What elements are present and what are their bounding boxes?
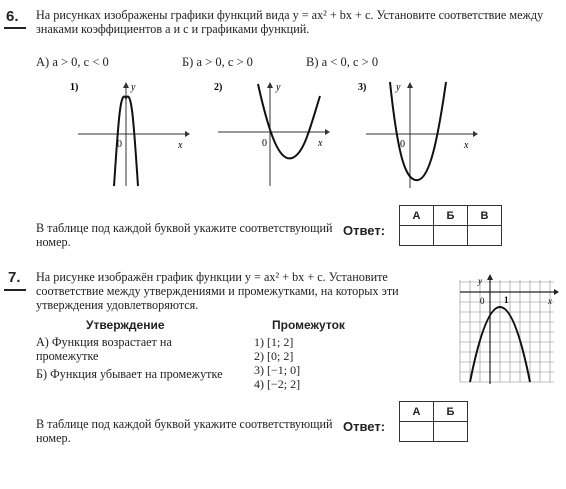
- answer-header-a: А: [400, 206, 434, 226]
- task7-text: На рисунке изображён график функции y = ax² + bx + c. Установите соответствие между утверждениями и промежутками, на которых эти утверждения удовлетворяются.: [36, 270, 399, 312]
- answer-cell-b[interactable]: [434, 226, 468, 246]
- x-axis-arrow: [185, 131, 190, 137]
- graph-2-label: 2): [214, 82, 223, 93]
- task6-graph-3: [358, 78, 478, 190]
- x-axis-arrow: [325, 129, 330, 135]
- x-axis-label: x: [548, 296, 552, 306]
- task7-table-instruction: В таблице под каждой буквой укажите соответствующий номер.: [36, 417, 333, 445]
- answer-cell-a[interactable]: [400, 226, 434, 246]
- parabola-curve: [258, 84, 320, 158]
- y-axis-label: y: [276, 82, 281, 93]
- task6-number: 6.: [6, 8, 19, 25]
- task6-option-b: Б) a > 0, c > 0: [182, 55, 253, 69]
- x-axis-label: x: [178, 140, 183, 151]
- task6-answer-table: [399, 205, 502, 246]
- answer-cell-a[interactable]: [400, 422, 434, 442]
- y-axis-arrow: [487, 274, 493, 280]
- task6-option-c: В) a < 0, c > 0: [306, 55, 379, 69]
- origin-label: 0: [262, 138, 267, 149]
- task7-graph: [456, 274, 560, 386]
- answer-header-c: В: [468, 206, 502, 226]
- task7-interval-2: 2) [0; 2]: [254, 349, 294, 363]
- task7-interval-3: 3) [−1; 0]: [254, 363, 301, 377]
- answer-cell-c[interactable]: [468, 226, 502, 246]
- answer-header-a: А: [400, 402, 434, 422]
- answer-header-b: Б: [434, 402, 468, 422]
- task6-number-underline: [4, 27, 26, 29]
- origin-label: 0: [480, 296, 485, 306]
- task7-answer-label: Ответ:: [343, 419, 386, 434]
- x-axis-label: x: [318, 138, 323, 149]
- task7-statement-header: Утверждение: [86, 318, 165, 332]
- y-axis-arrow: [267, 82, 273, 88]
- task6-table-instruction: В таблице под каждой буквой укажите соответствующий номер.: [36, 221, 333, 249]
- task7-interval-4: 4) [−2; 2]: [254, 377, 301, 391]
- graph-1-label: 1): [70, 82, 79, 93]
- y-axis-label: y: [396, 82, 401, 93]
- origin-label: 0: [400, 139, 405, 150]
- task6-answer-label: Ответ:: [343, 223, 386, 238]
- x-axis-arrow: [554, 289, 559, 295]
- x-axis-label: x: [464, 140, 469, 151]
- task6-text: На рисунках изображены графики функций вида y = ax² + bx + c. Установите соответствие между знаками коэффициентов a и c и графиками функций.: [36, 8, 544, 36]
- task7-statement-a: А) Функция возрастает на промежутке: [36, 335, 172, 363]
- parabola-curve: [390, 82, 446, 180]
- task7-answer-table: [399, 401, 468, 442]
- task7-statement-b: Б) Функция убывает на промежутке: [36, 367, 223, 381]
- y-axis-arrow: [407, 82, 413, 88]
- task6-graph-2: [210, 78, 330, 190]
- task7-number-underline: [4, 289, 26, 291]
- y-axis-label: y: [131, 82, 136, 93]
- y-axis-label: y: [478, 276, 482, 286]
- task6-graph-1: [70, 78, 190, 190]
- task6-option-a: А) a > 0, c < 0: [36, 55, 109, 69]
- y-axis-arrow: [123, 82, 129, 88]
- graph-3-label: 3): [358, 82, 367, 93]
- task7-interval-1: 1) [1; 2]: [254, 335, 294, 349]
- x-axis-arrow: [473, 131, 478, 137]
- task7-interval-header: Промежуток: [272, 318, 345, 332]
- answer-header-b: Б: [434, 206, 468, 226]
- origin-label: 0: [117, 139, 122, 150]
- answer-cell-b[interactable]: [434, 422, 468, 442]
- task7-number: 7.: [8, 269, 21, 286]
- tick-label-1: 1: [504, 295, 509, 305]
